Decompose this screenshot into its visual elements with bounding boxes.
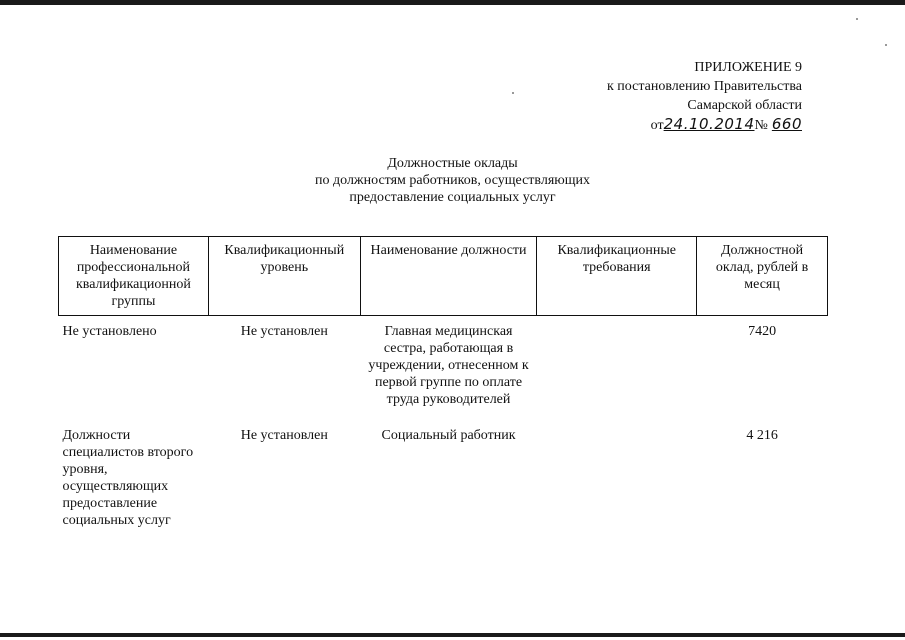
- cell-group: Должности специалистов второго уровня, осуществляющих предоставление социальных услуг: [62, 428, 194, 528]
- cell-salary: 4 216: [746, 428, 778, 443]
- bottom-border-line: [0, 633, 905, 637]
- date-prefix: от: [650, 118, 664, 133]
- document-heading: [0, 155, 905, 206]
- cell-requirements: [537, 420, 697, 541]
- table-header-row: [59, 237, 828, 316]
- scan-speck: [512, 92, 514, 94]
- header-position-name: Наименование должности: [360, 237, 537, 316]
- appendix-title: ПРИЛОЖЕНИЕ 9: [694, 60, 802, 75]
- appendix-header: [607, 58, 802, 135]
- salary-table: [58, 236, 828, 541]
- cell-requirements: [537, 316, 697, 421]
- table-row: [59, 316, 828, 421]
- header-qualification-requirements: Квалификационные требования: [537, 237, 697, 316]
- handwritten-date: 24.10.2014: [663, 115, 755, 133]
- appendix-line-2: Самарской области: [687, 98, 802, 113]
- cell-level: Не установлен: [240, 428, 328, 443]
- number-sign: №: [754, 118, 768, 133]
- heading-line-3: предоставление социальных услуг: [349, 190, 556, 205]
- cell-level: Не установлен: [240, 324, 328, 339]
- handwritten-number: 660: [771, 115, 802, 133]
- scan-speck: [856, 18, 858, 20]
- cell-position: Главная медицинская сестра, работающая в учреждении, отнесенном к первой группе по оплате труда руководителей: [368, 324, 529, 407]
- header-qualification-level: Квалификационный уровень: [208, 237, 360, 316]
- appendix-date-line: [607, 115, 802, 135]
- top-border-line: [0, 0, 905, 5]
- scan-speck: [885, 44, 887, 46]
- table-row: [59, 420, 828, 541]
- appendix-line-1: к постановлению Правительства: [606, 79, 802, 94]
- header-qualification-group: Наименование профессиональной квалификационной группы: [59, 237, 209, 316]
- header-salary: Должностной оклад, рублей в месяц: [697, 237, 828, 316]
- heading-line-1: Должностные оклады: [387, 156, 518, 171]
- cell-position: Социальный работник: [381, 428, 516, 443]
- cell-salary: 7420: [748, 324, 777, 339]
- cell-group: Не установлено: [62, 324, 157, 339]
- heading-line-2: по должностям работников, осуществляющих: [315, 173, 590, 188]
